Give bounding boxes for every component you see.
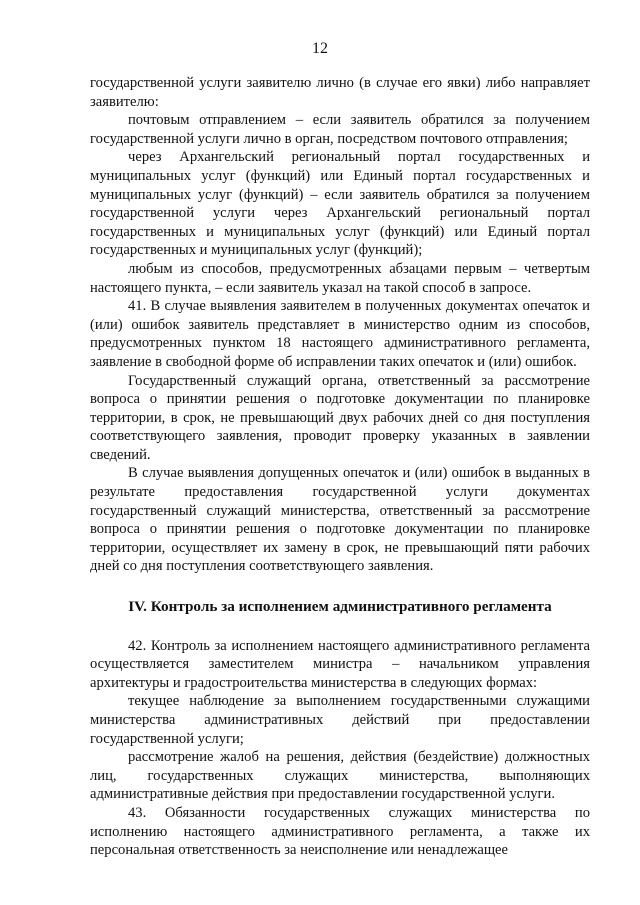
paragraph-replacement: В случае выявления допущенных опечаток и (или) ошибок в выданных в результате предоставления государственной услуги документах государственный служащий министерства, ответственный за рассмотрение вопроса о принятии решения о подготовке документации по планировке территории, осуществляет их замену в срок, не превышающий пяти рабочих дней со дня поступления соответствующего заявления. bbox=[90, 465, 590, 575]
paragraph-41: 41. В случае выявления заявителем в полученных документах опечаток и (или) ошибок заявитель представляет в министерство одним из способов, предусмотренных пунктом 18 настоящего административного регламента, заявление в свободной форме об исправлении таких опечаток и (или) ошибок. bbox=[90, 298, 590, 370]
paragraph-verification: Государственный служащий органа, ответственный за рассмотрение вопроса о принятии решения о подготовке документации по планировке территории, в срок, не превышающий двух рабочих дней со дня поступления соответствующего заявления, проводит проверку указанных в заявлении сведений. bbox=[90, 372, 590, 463]
paragraph-complaints: рассмотрение жалоб на решения, действия (бездействие) должностных лиц, государственных служащих министерства, выполняющих административные действия при предоставлении государственной услуги. bbox=[90, 749, 590, 803]
paragraph-43: 43. Обязанности государственных служащих министерства по исполнению настоящего административного регламента, а также их персональная ответственность за неисполнение или ненадлежащее bbox=[90, 804, 590, 859]
paragraph-mail-option: почтовым отправлением – если заявитель обратился за получением государственной услуги лично в орган, посредством почтового отправления; bbox=[90, 112, 590, 147]
paragraph-portal-option: через Архангельский региональный портал государственных и муниципальных услуг (функций) или Единый портал государственных и муниципальных услуг (функций) – если заявитель обратился за получением государственной услуги через Архангельский региональный портал государственных и муниципальных услуг (функций) или Единый портал государственных и муниципальных услуг (функций); bbox=[90, 149, 590, 259]
section-heading: IV. Контроль за исполнением административного регламента bbox=[128, 598, 552, 616]
page-number: 12 bbox=[312, 40, 328, 57]
paragraph-current-monitoring: текущее наблюдение за выполнением государственными служащими министерства административных действий при предоставлении государственной услуги; bbox=[90, 693, 590, 747]
paragraph-any-method: любым из способов, предусмотренных абзацами первым – четвертым настоящего пункта, – если заявитель указал на такой способ в запросе. bbox=[90, 260, 590, 296]
document-body bbox=[90, 74, 590, 860]
paragraph-continuation: государственной услуги заявителю лично (в случае его явки) либо направляет заявителю: bbox=[90, 75, 590, 110]
paragraph-42: 42. Контроль за исполнением настоящего административного регламента осуществляется заместителем министра – начальником управления архитектуры и градостроительства министерства в следующих формах: bbox=[90, 637, 590, 691]
